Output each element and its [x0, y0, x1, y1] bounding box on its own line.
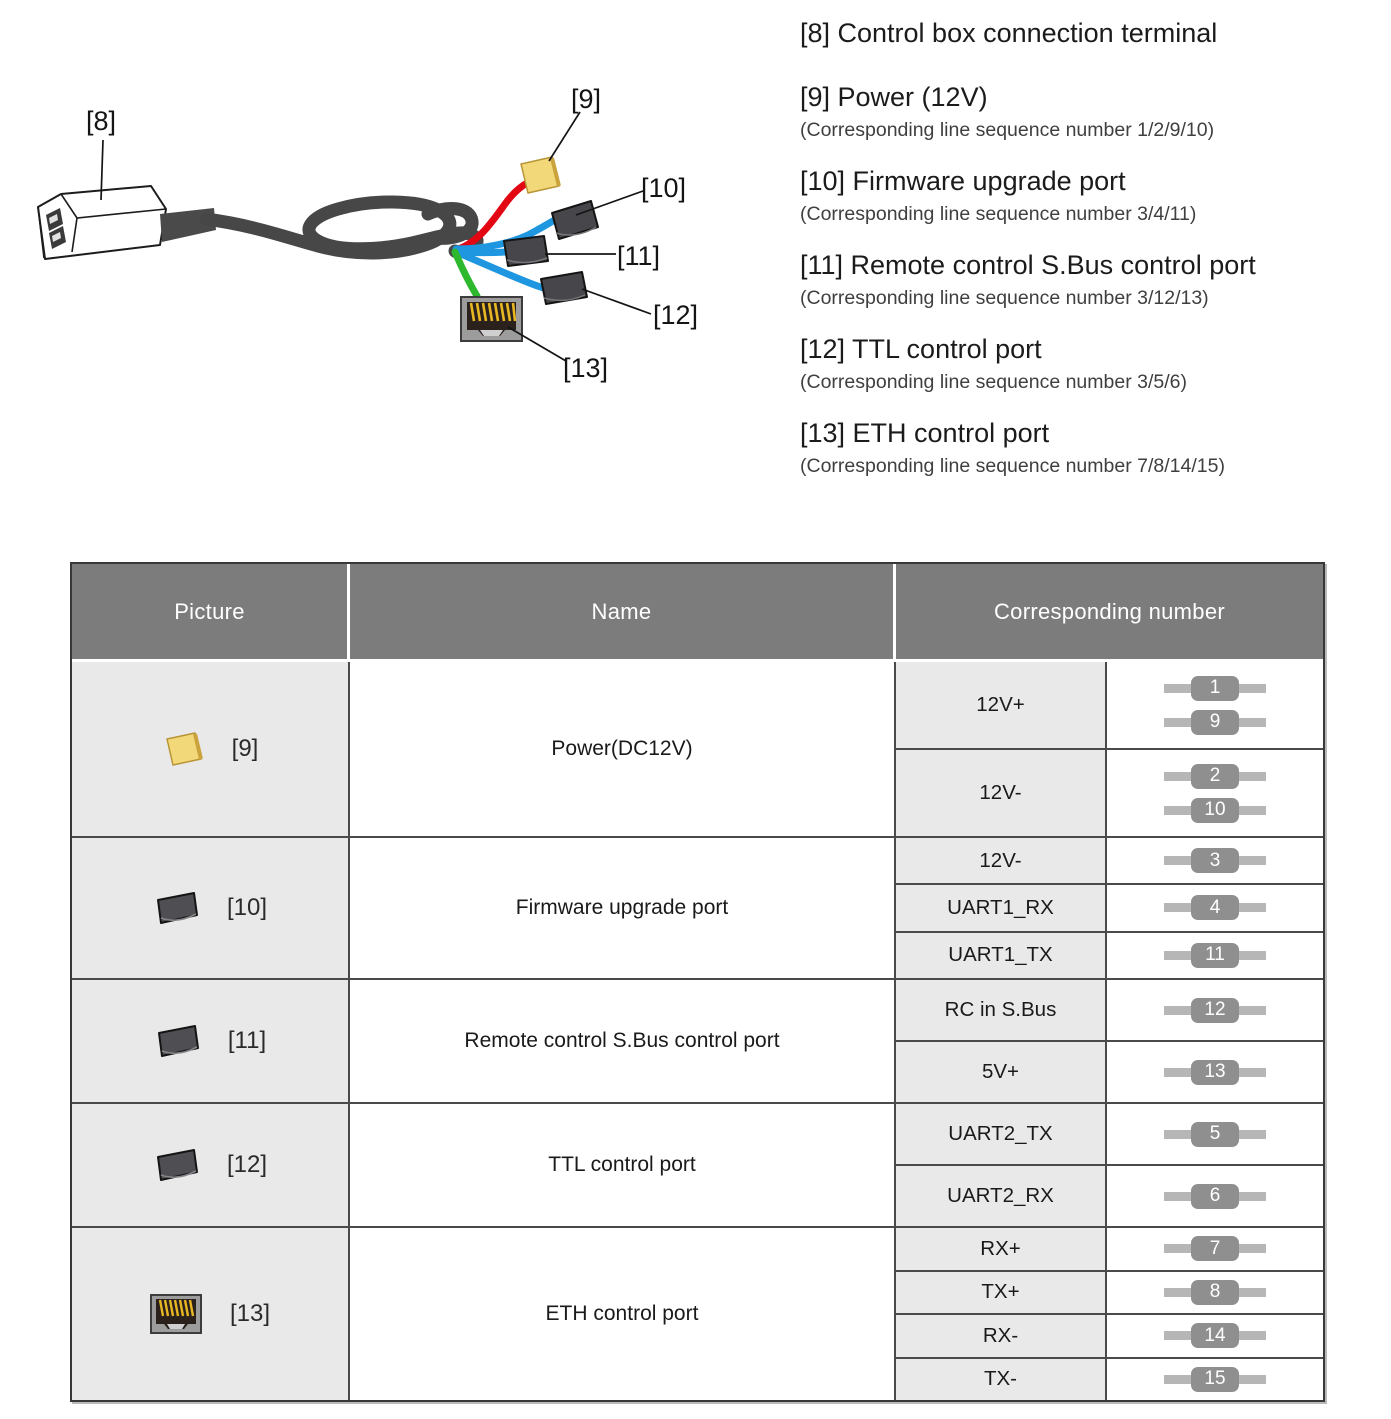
pin-number: 6: [1191, 1184, 1239, 1209]
wire-bar: [1164, 772, 1191, 781]
signal-row: [896, 1270, 1323, 1314]
corresponding-cell: [896, 980, 1323, 1102]
signal-row: [896, 980, 1323, 1040]
name-cell: Power(DC12V): [350, 662, 896, 836]
pin-cell: [1107, 838, 1323, 883]
wire-bar: [1164, 1244, 1191, 1253]
pin-badge: [1164, 848, 1266, 873]
wire-bar: [1239, 1192, 1266, 1201]
rj45-connector-13: [461, 297, 522, 341]
pin-badge: [1164, 1184, 1266, 1209]
pin-badge: [1164, 764, 1266, 789]
pin-number: 1: [1191, 676, 1239, 701]
connector-11: [504, 236, 548, 266]
legend-note: (Corresponding line sequence number 1/2/9/10): [800, 119, 1215, 141]
rj45-icon: [150, 1294, 202, 1334]
wire-bar: [1239, 772, 1266, 781]
pin-cell: [1107, 1359, 1323, 1401]
pin-number: 12: [1191, 998, 1239, 1023]
signal-label: 5V+: [896, 1042, 1107, 1102]
corresponding-cell: [896, 838, 1323, 978]
signal-label: 12V-: [896, 750, 1107, 836]
connector-icon: [153, 1147, 199, 1183]
name-cell: Remote control S.Bus control port: [350, 980, 896, 1102]
control-box: [38, 186, 166, 259]
header-picture: Picture: [72, 564, 350, 659]
name-cell: Firmware upgrade port: [350, 838, 896, 978]
wire-bar: [1239, 684, 1266, 693]
corresponding-cell: [896, 1104, 1323, 1226]
pin-number: 9: [1191, 710, 1239, 735]
wire-bar: [1239, 856, 1266, 865]
pin-number: 4: [1191, 895, 1239, 920]
picture-label: [10]: [226, 894, 268, 921]
signal-label: RX-: [896, 1315, 1107, 1357]
table-row: [72, 662, 1323, 836]
wire-bar: [1164, 806, 1191, 815]
pin-cell: [1107, 1315, 1323, 1357]
wire-bar: [1239, 1375, 1266, 1384]
signal-row: [896, 931, 1323, 978]
pin-badge: [1164, 998, 1266, 1023]
pin-cell: [1107, 1166, 1323, 1226]
legend-item-12: [800, 332, 1375, 394]
legend-title: [11] Remote control S.Bus control port: [800, 250, 1256, 280]
signal-row: [896, 1164, 1323, 1226]
wire-bar: [1164, 718, 1191, 727]
pin-cell: [1107, 1104, 1323, 1164]
wire-bar: [1164, 1331, 1191, 1340]
legend-item-8: [800, 16, 1375, 50]
legend-note: (Corresponding line sequence number 7/8/14/15): [800, 455, 1225, 477]
signal-row: [896, 838, 1323, 883]
callout-12: [12]: [653, 300, 699, 330]
table-row: [72, 978, 1323, 1102]
corresponding-cell: [896, 662, 1323, 836]
legend-note: (Corresponding line sequence number 3/12/13): [800, 287, 1209, 309]
signal-label: RX+: [896, 1228, 1107, 1270]
pin-number: 15: [1191, 1367, 1239, 1392]
legend-item-9: [800, 80, 1375, 142]
pin-cell: [1107, 1228, 1323, 1270]
connector-icon: [154, 1023, 200, 1059]
picture-label: [13]: [229, 1300, 271, 1327]
picture-label: [9]: [231, 735, 259, 762]
signal-row: [896, 1040, 1323, 1102]
pin-cell: [1107, 662, 1323, 748]
pin-number: 10: [1191, 798, 1239, 823]
pin-badge: [1164, 1236, 1266, 1261]
name-cell: TTL control port: [350, 1104, 896, 1226]
wire-bar: [1239, 1130, 1266, 1139]
signal-row: [896, 1357, 1323, 1401]
wire-bar: [1239, 806, 1266, 815]
legend-title: [13] ETH control port: [800, 418, 1050, 448]
signal-row: [896, 1104, 1323, 1164]
connector-12: [541, 272, 587, 304]
wire-bar: [1164, 951, 1191, 960]
header-corresponding-number: Corresponding number: [993, 598, 1226, 624]
pin-cell: [1107, 1272, 1323, 1314]
picture-cell: [72, 980, 350, 1102]
picture-cell: [72, 1228, 350, 1400]
wire-bar: [1239, 1288, 1266, 1297]
wire-bar: [1164, 1006, 1191, 1015]
wire-bar: [1164, 684, 1191, 693]
callout-8: [8]: [86, 106, 117, 136]
signal-row: [896, 883, 1323, 930]
pin-cell: [1107, 1042, 1323, 1102]
callout-9: [9]: [571, 84, 602, 114]
pin-badge: [1164, 798, 1266, 823]
signal-label: UART2_TX: [896, 1104, 1107, 1164]
pin-cell: [1107, 933, 1323, 978]
legend-item-13: [800, 416, 1375, 478]
wire-bar: [1239, 718, 1266, 727]
wire-bar: [1239, 1068, 1266, 1077]
pin-badge: [1164, 676, 1266, 701]
connector-icon: [153, 890, 199, 926]
pin-badge: [1164, 1122, 1266, 1147]
wire-bar: [1239, 1006, 1266, 1015]
signal-label: 12V-: [896, 838, 1107, 883]
picture-cell: [72, 1104, 350, 1226]
cable: [160, 202, 477, 253]
spec-table: [70, 562, 1325, 1402]
signal-label: UART1_TX: [896, 933, 1107, 978]
wire-bar: [1239, 903, 1266, 912]
legend-title: [12] TTL control port: [800, 334, 1042, 364]
pin-badge: [1164, 1280, 1266, 1305]
cable-diagram: [0, 0, 760, 500]
pin-cell: [1107, 885, 1323, 930]
picture-cell: [72, 838, 350, 978]
legend-title: [9] Power (12V): [800, 82, 988, 112]
wire-bar: [1164, 1130, 1191, 1139]
pin-badge: [1164, 710, 1266, 735]
power-connector-icon: [162, 731, 204, 767]
wire-bar: [1164, 903, 1191, 912]
table-row: [72, 1102, 1323, 1226]
wire-bar: [1164, 1192, 1191, 1201]
wire-bar: [1164, 1375, 1191, 1384]
legend-note: (Corresponding line sequence number 3/5/6): [800, 371, 1187, 393]
pin-badge: [1164, 895, 1266, 920]
signal-label: TX-: [896, 1359, 1107, 1401]
pin-badge: [1164, 943, 1266, 968]
table-row: [72, 1226, 1323, 1400]
legend-item-11: [800, 248, 1375, 310]
signal-row: [896, 662, 1323, 748]
legend-title: [10] Firmware upgrade port: [800, 166, 1126, 196]
wire-bar: [1239, 951, 1266, 960]
signal-label: TX+: [896, 1272, 1107, 1314]
corresponding-cell: [896, 1228, 1323, 1400]
signal-label: 12V+: [896, 662, 1107, 748]
pin-number: 7: [1191, 1236, 1239, 1261]
pin-cell: [1107, 980, 1323, 1040]
header-name: Name: [350, 564, 896, 659]
power-connector-9: [521, 157, 559, 193]
legend-note: (Corresponding line sequence number 3/4/11): [800, 203, 1197, 225]
signal-row: [896, 1228, 1323, 1270]
pin-number: 2: [1191, 764, 1239, 789]
signal-row: [896, 1313, 1323, 1357]
pin-number: 13: [1191, 1060, 1239, 1085]
pin-badge: [1164, 1323, 1266, 1348]
wire-bar: [1164, 1288, 1191, 1297]
callout-13: [13]: [563, 353, 609, 383]
signal-row: [896, 748, 1323, 836]
table-row: [72, 836, 1323, 978]
wire-bar: [1239, 1331, 1266, 1340]
pin-number: 8: [1191, 1280, 1239, 1305]
callout-10: [10]: [641, 173, 687, 203]
pin-number: 5: [1191, 1122, 1239, 1147]
pin-number: 11: [1191, 943, 1239, 968]
legend-title: [8] Control box connection terminal: [800, 18, 1218, 48]
picture-label: [11]: [227, 1027, 267, 1054]
signal-label: UART2_RX: [896, 1166, 1107, 1226]
table-header: [72, 564, 1323, 662]
name-cell: ETH control port: [350, 1228, 896, 1400]
pin-number: 14: [1191, 1323, 1239, 1348]
wire-bar: [1164, 1068, 1191, 1077]
callout-11: [11]: [617, 241, 661, 271]
wire-bar: [1239, 1244, 1266, 1253]
legend: [800, 16, 1375, 500]
pin-badge: [1164, 1367, 1266, 1392]
signal-label: UART1_RX: [896, 885, 1107, 930]
pin-number: 3: [1191, 848, 1239, 873]
pin-cell: [1107, 750, 1323, 836]
legend-item-10: [800, 164, 1375, 226]
picture-cell: [72, 662, 350, 836]
connector-10: [552, 201, 598, 239]
pin-badge: [1164, 1060, 1266, 1085]
picture-label: [12]: [226, 1151, 268, 1178]
wire-bar: [1164, 856, 1191, 865]
signal-label: RC in S.Bus: [896, 980, 1107, 1040]
